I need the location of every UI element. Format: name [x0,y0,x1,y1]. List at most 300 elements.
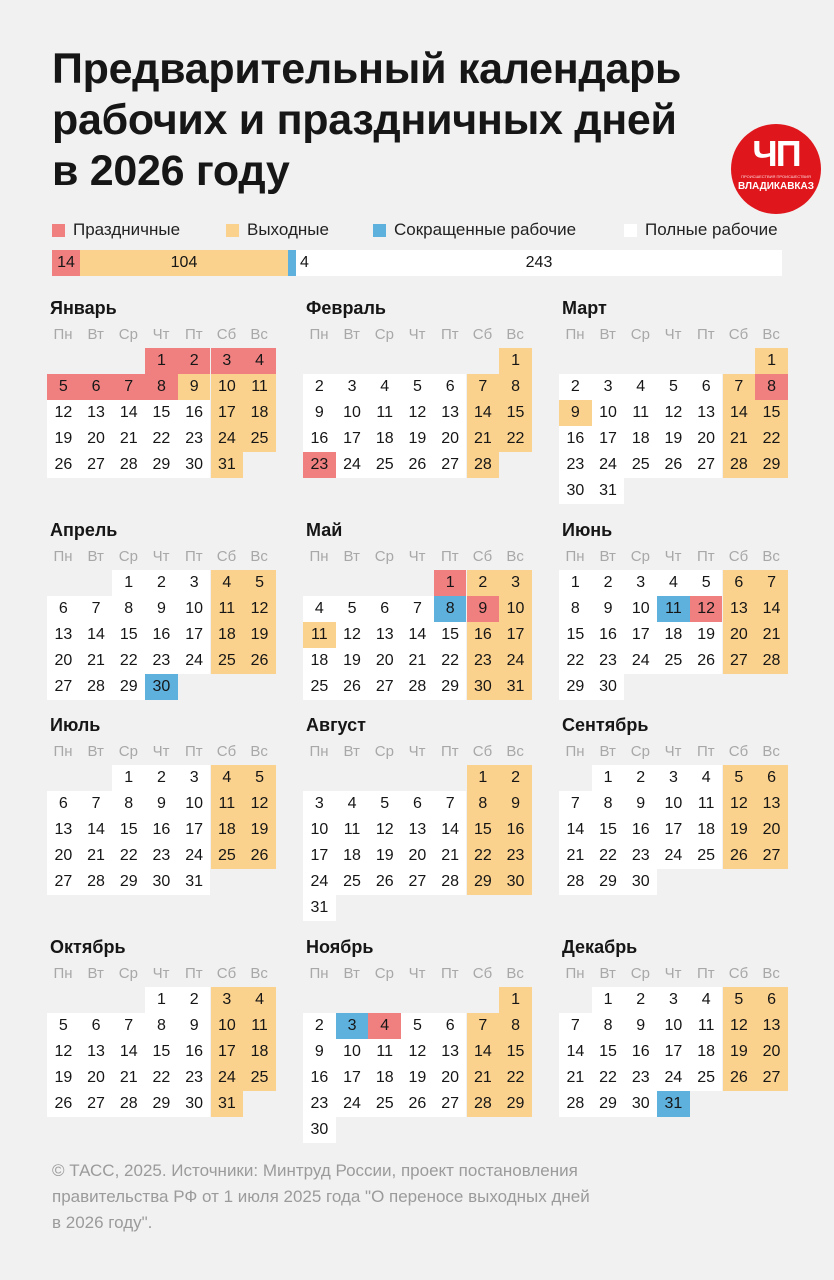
day-cell: 29 [592,1091,625,1117]
day-cell: 15 [112,622,145,648]
page-title [52,44,732,197]
day-cell: 7 [723,374,756,400]
day-cell: 16 [178,1039,211,1065]
weekday-label: Пт [184,548,203,565]
day-cell: 30 [178,1091,211,1117]
day-cell: 8 [467,791,500,817]
day-cell: 28 [80,674,113,700]
summary-segment-short [288,250,309,276]
day-cell: 25 [690,843,723,869]
day-cell: 26 [47,1091,80,1117]
weekday-label: Вс [762,743,780,760]
day-cell: 11 [624,400,657,426]
day-cell: 12 [47,1039,80,1065]
day-cell: 21 [467,426,500,452]
day-cell: 5 [401,374,434,400]
day-cell: 30 [145,674,178,700]
day-cell: 4 [211,570,244,596]
day-cell: 26 [336,674,369,700]
day-cell: 24 [624,648,657,674]
day-cell: 17 [211,400,244,426]
day-cell: 4 [243,987,276,1013]
weekday-label: Чт [408,743,426,760]
weekday-label: Пн [309,743,329,760]
day-cell: 15 [499,1039,532,1065]
weekday-label: Пн [309,548,329,565]
weekday-label: Вт [87,326,104,343]
day-cell: 5 [690,570,723,596]
day-cell: 4 [657,570,690,596]
day-cell: 16 [559,426,592,452]
day-cell: 23 [145,648,178,674]
month-name: Январь [50,298,117,318]
day-cell: 5 [243,765,276,791]
day-cell: 9 [303,1039,336,1065]
day-cell: 26 [401,452,434,478]
day-cell: 27 [755,1065,788,1091]
day-cell: 4 [368,1013,401,1039]
weekday-label: Ср [374,743,394,760]
day-cell: 8 [112,596,145,622]
day-cell: 6 [690,374,723,400]
weekday-label: Пн [53,965,73,982]
day-cell: 11 [690,791,723,817]
day-cell: 17 [178,622,211,648]
day-cell: 14 [559,1039,592,1065]
day-cell: 29 [592,869,625,895]
day-cell: 29 [434,674,467,700]
day-cell: 14 [112,1039,145,1065]
day-cell: 22 [559,648,592,674]
day-cell: 14 [434,817,467,843]
day-cell: 4 [368,374,401,400]
day-cell: 20 [47,648,80,674]
day-cell: 26 [368,869,401,895]
weekday-label: Вт [599,743,616,760]
weekday-label: Чт [664,548,682,565]
day-cell: 15 [467,817,500,843]
day-cell: 5 [47,1013,80,1039]
summary-bar [52,250,782,276]
day-cell: 27 [80,1091,113,1117]
day-cell: 9 [624,1013,657,1039]
weekday-label: Чт [664,965,682,982]
day-cell: 30 [499,869,532,895]
day-cell: 24 [211,1065,244,1091]
legend-item-work [624,220,778,240]
day-cell: 2 [178,987,211,1013]
day-cell: 21 [401,648,434,674]
day-cell: 14 [755,596,788,622]
weekday-label: Пт [184,743,203,760]
day-cell: 29 [145,452,178,478]
day-cell: 4 [624,374,657,400]
summary-segment-weekend: 104 [80,250,288,276]
day-cell: 7 [112,374,145,400]
day-cell: 21 [112,426,145,452]
day-cell: 28 [80,869,113,895]
day-cell: 22 [145,426,178,452]
day-cell: 25 [624,452,657,478]
day-cell: 28 [559,1091,592,1117]
weekday-label: Сб [472,326,493,343]
day-cell: 20 [80,426,113,452]
day-cell: 19 [336,648,369,674]
day-cell: 31 [178,869,211,895]
day-cell: 7 [559,791,592,817]
day-cell: 5 [368,791,401,817]
day-cell: 26 [243,843,276,869]
month-name: Август [306,715,366,735]
day-cell: 25 [368,1091,401,1117]
day-cell: 23 [499,843,532,869]
weekday-label: Ср [374,965,394,982]
day-cell: 27 [434,1091,467,1117]
day-cell: 10 [336,400,369,426]
day-cell: 19 [690,622,723,648]
day-cell: 28 [112,452,145,478]
day-cell: 8 [499,374,532,400]
day-cell: 20 [755,817,788,843]
month-name: Апрель [50,520,118,540]
day-cell: 18 [211,622,244,648]
day-cell: 23 [178,1065,211,1091]
day-cell: 10 [178,791,211,817]
day-cell: 2 [145,570,178,596]
weekday-label: Ср [630,326,650,343]
day-cell: 12 [401,1039,434,1065]
day-cell: 11 [368,1039,401,1065]
weekday-label: Вс [506,548,524,565]
footer-line: правительства РФ от 1 июля 2025 года "О переносе выходных дней [52,1187,590,1206]
day-cell: 29 [112,674,145,700]
day-cell: 7 [434,791,467,817]
day-cell: 1 [112,765,145,791]
day-cell: 9 [592,596,625,622]
day-cell: 30 [467,674,500,700]
weekday-label: Пт [184,965,203,982]
day-cell: 11 [657,596,690,622]
day-cell: 6 [434,1013,467,1039]
day-cell: 3 [336,374,369,400]
legend-item-short [373,220,576,240]
weekday-label: Пт [696,743,715,760]
day-cell: 27 [690,452,723,478]
weekday-label: Ср [118,548,138,565]
weekday-label: Пт [696,326,715,343]
title-line: Предварительный календарь [52,45,682,93]
legend-swatch [226,224,239,237]
month-name: Февраль [306,298,386,318]
day-cell: 28 [401,674,434,700]
day-cell: 14 [467,400,500,426]
day-cell: 31 [211,452,244,478]
day-cell: 12 [657,400,690,426]
weekday-label: Пн [309,326,329,343]
weekday-label: Вс [250,965,268,982]
day-cell: 8 [755,374,788,400]
weekday-label: Вт [599,326,616,343]
day-cell: 26 [47,452,80,478]
weekday-label: Вс [506,326,524,343]
day-cell: 24 [592,452,625,478]
day-cell: 6 [80,1013,113,1039]
day-cell: 28 [723,452,756,478]
day-cell: 17 [336,1065,369,1091]
day-cell: 25 [657,648,690,674]
weekday-label: Чт [152,743,170,760]
weekday-label: Ср [630,548,650,565]
logo [731,124,821,214]
day-cell: 4 [690,765,723,791]
day-cell: 2 [559,374,592,400]
day-cell: 28 [467,452,500,478]
weekday-label: Ср [374,326,394,343]
day-cell: 15 [434,622,467,648]
day-cell: 1 [434,570,467,596]
day-cell: 5 [723,765,756,791]
day-cell: 10 [211,1013,244,1039]
day-cell: 11 [303,622,336,648]
day-cell: 7 [467,374,500,400]
month-name: Октябрь [50,937,126,957]
day-cell: 7 [80,791,113,817]
day-cell: 8 [112,791,145,817]
weekday-label: Чт [152,965,170,982]
day-cell: 10 [624,596,657,622]
day-cell: 20 [368,648,401,674]
day-cell: 22 [434,648,467,674]
day-cell: 9 [499,791,532,817]
day-cell: 3 [592,374,625,400]
day-cell: 22 [592,843,625,869]
day-cell: 13 [80,400,113,426]
day-cell: 16 [178,400,211,426]
weekday-label: Пн [565,965,585,982]
day-cell: 26 [657,452,690,478]
day-cell: 10 [657,791,690,817]
weekday-label: Вт [343,965,360,982]
day-cell: 12 [723,791,756,817]
legend-item-holiday [52,220,180,240]
weekday-label: Чт [408,548,426,565]
day-cell: 17 [657,817,690,843]
day-cell: 24 [178,648,211,674]
day-cell: 27 [47,869,80,895]
day-cell: 8 [499,1013,532,1039]
day-cell: 3 [303,791,336,817]
legend-label: Выходные [247,220,329,239]
day-cell: 17 [657,1039,690,1065]
day-cell: 16 [145,622,178,648]
day-cell: 17 [303,843,336,869]
title-line: в 2026 году [52,147,290,195]
weekday-label: Сб [216,548,237,565]
day-cell: 22 [499,426,532,452]
day-cell: 3 [657,765,690,791]
day-cell: 25 [211,843,244,869]
day-cell: 9 [467,596,500,622]
day-cell: 16 [592,622,625,648]
day-cell: 24 [499,648,532,674]
day-cell: 15 [592,817,625,843]
day-cell: 29 [145,1091,178,1117]
day-cell: 24 [336,452,369,478]
day-cell: 14 [112,400,145,426]
weekday-label: Сб [472,743,493,760]
day-cell: 14 [80,817,113,843]
day-cell: 1 [145,987,178,1013]
day-cell: 20 [47,843,80,869]
day-cell: 31 [211,1091,244,1117]
day-cell: 2 [145,765,178,791]
day-cell: 24 [178,843,211,869]
day-cell: 5 [723,987,756,1013]
day-cell: 15 [145,400,178,426]
day-cell: 19 [723,1039,756,1065]
day-cell: 22 [112,843,145,869]
day-cell: 17 [211,1039,244,1065]
day-cell: 13 [80,1039,113,1065]
day-cell: 14 [80,622,113,648]
footer-line: © ТАСС, 2025. Источники: Минтруд России, проект постановления [52,1161,578,1180]
weekday-label: Вт [87,965,104,982]
weekday-label: Вт [599,965,616,982]
day-cell: 13 [723,596,756,622]
logo-city-text: ВЛАДИКАВКАЗ [737,181,815,192]
day-cell: 20 [690,426,723,452]
day-cell: 28 [467,1091,500,1117]
day-cell: 25 [243,426,276,452]
day-cell: 11 [211,596,244,622]
weekday-label: Сб [216,326,237,343]
weekday-label: Ср [630,965,650,982]
day-cell: 6 [47,791,80,817]
day-cell: 20 [401,843,434,869]
day-cell: 1 [755,348,788,374]
day-cell: 23 [303,452,336,478]
day-cell: 31 [499,674,532,700]
day-cell: 18 [690,817,723,843]
day-cell: 6 [723,570,756,596]
day-cell: 9 [559,400,592,426]
day-cell: 5 [401,1013,434,1039]
day-cell: 19 [401,426,434,452]
weekday-label: Чт [664,326,682,343]
day-cell: 18 [243,400,276,426]
day-cell: 9 [303,400,336,426]
weekday-label: Чт [152,326,170,343]
day-cell: 6 [47,596,80,622]
weekday-label: Пт [440,743,459,760]
day-cell: 11 [336,817,369,843]
day-cell: 1 [499,348,532,374]
summary-segment-work: 243 [296,250,782,276]
day-cell: 18 [624,426,657,452]
legend-swatch [373,224,386,237]
weekday-label: Ср [118,326,138,343]
day-cell: 13 [755,1013,788,1039]
day-cell: 8 [559,596,592,622]
day-cell: 5 [47,374,80,400]
day-cell: 16 [499,817,532,843]
day-cell: 19 [657,426,690,452]
day-cell: 28 [434,869,467,895]
weekday-label: Вт [87,743,104,760]
day-cell: 21 [723,426,756,452]
day-cell: 17 [592,426,625,452]
day-cell: 23 [624,1065,657,1091]
weekday-label: Пт [184,326,203,343]
weekday-label: Вс [250,326,268,343]
weekday-label: Пн [565,326,585,343]
month-name: Май [306,520,343,540]
day-cell: 18 [368,426,401,452]
day-cell: 18 [243,1039,276,1065]
day-cell: 30 [303,1117,336,1143]
weekday-label: Вс [762,965,780,982]
day-cell: 2 [592,570,625,596]
day-cell: 25 [336,869,369,895]
day-cell: 19 [723,817,756,843]
day-cell: 20 [434,1065,467,1091]
day-cell: 4 [336,791,369,817]
day-cell: 15 [559,622,592,648]
day-cell: 17 [624,622,657,648]
day-cell: 30 [624,1091,657,1117]
day-cell: 18 [690,1039,723,1065]
day-cell: 2 [499,765,532,791]
day-cell: 21 [434,843,467,869]
weekday-label: Вс [506,965,524,982]
day-cell: 11 [243,374,276,400]
day-cell: 19 [47,1065,80,1091]
day-cell: 19 [47,426,80,452]
day-cell: 23 [178,426,211,452]
day-cell: 17 [336,426,369,452]
day-cell: 16 [145,817,178,843]
day-cell: 1 [467,765,500,791]
day-cell: 30 [559,478,592,504]
day-cell: 17 [499,622,532,648]
day-cell: 9 [178,1013,211,1039]
legend-label: Полные рабочие [645,220,778,239]
day-cell: 21 [755,622,788,648]
day-cell: 3 [178,570,211,596]
day-cell: 12 [723,1013,756,1039]
day-cell: 22 [467,843,500,869]
day-cell: 27 [434,452,467,478]
day-cell: 9 [178,374,211,400]
day-cell: 24 [657,1065,690,1091]
month-name: Ноябрь [306,937,374,957]
day-cell: 19 [243,817,276,843]
day-cell: 22 [592,1065,625,1091]
day-cell: 29 [467,869,500,895]
day-cell: 20 [434,426,467,452]
month-name: Март [562,298,607,318]
footer-credits [52,1158,782,1236]
day-cell: 28 [755,648,788,674]
day-cell: 9 [145,791,178,817]
day-cell: 13 [434,1039,467,1065]
weekday-label: Вт [343,743,360,760]
weekday-label: Пт [440,326,459,343]
day-cell: 1 [592,987,625,1013]
weekday-label: Чт [408,965,426,982]
day-cell: 29 [755,452,788,478]
day-cell: 28 [112,1091,145,1117]
